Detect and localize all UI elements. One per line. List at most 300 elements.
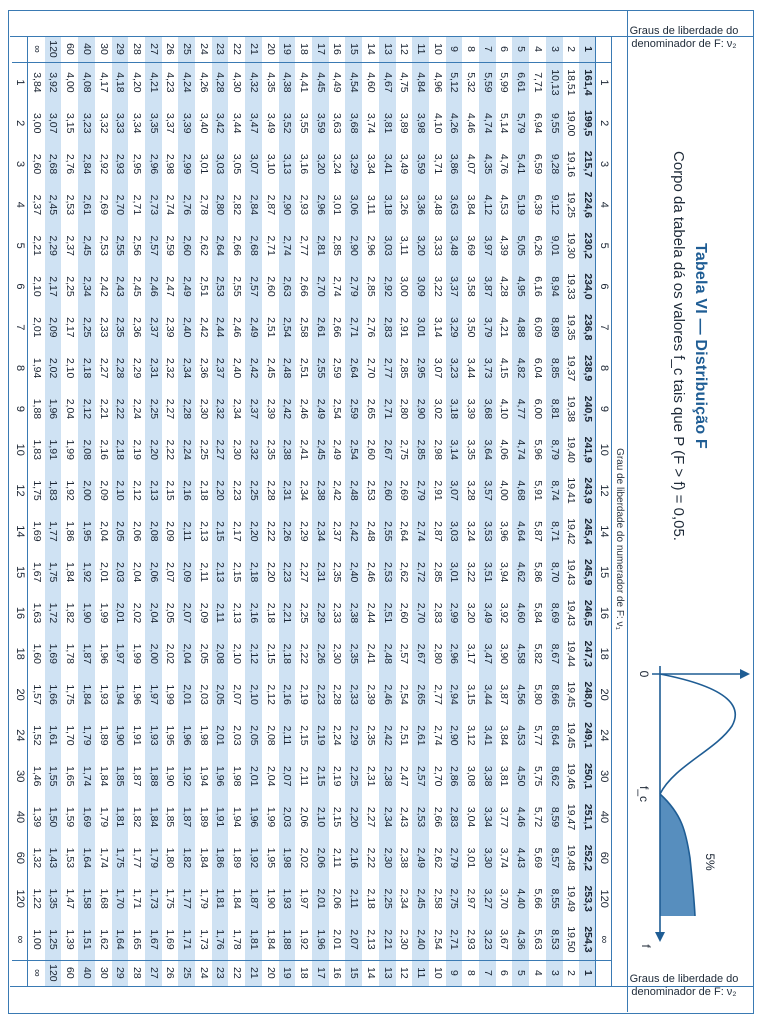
table-cell: 2,20 xyxy=(212,470,229,511)
table-cell: 1,96 xyxy=(178,715,195,756)
table-row xyxy=(446,36,463,986)
table-cell: 1,82 xyxy=(130,806,143,828)
table-cell: 1,39 xyxy=(30,806,43,828)
table-cell: 2,45 xyxy=(412,878,429,919)
table-row xyxy=(412,36,429,986)
column-footer: 14 xyxy=(14,525,26,538)
table-cell: 2,10 xyxy=(312,797,329,838)
column-footer: 1 xyxy=(14,79,26,86)
table-cell: 3,35 xyxy=(465,439,478,460)
table-row xyxy=(579,36,596,986)
table-cell: 2,15 xyxy=(264,643,277,664)
table-cell: 3,49 xyxy=(479,593,496,634)
table-cell: 2,07 xyxy=(231,684,244,705)
table-cell: 2,28 xyxy=(264,480,277,501)
table-cell: 4,77 xyxy=(512,389,529,430)
table-cell: 8,64 xyxy=(546,715,563,756)
table-cell: 1,75 xyxy=(45,552,62,593)
table-cell: 3,47 xyxy=(245,103,262,144)
table-cell: 1,96 xyxy=(245,797,262,838)
table-cell: 2,61 xyxy=(312,307,329,348)
table-cell: 3,37 xyxy=(446,266,463,307)
table-cell: 3,33 xyxy=(112,103,129,144)
table-cell: 2,29 xyxy=(130,357,143,379)
row-df-label-right: 6 xyxy=(498,969,511,976)
table-cell: 2,34 xyxy=(178,348,195,389)
table-cell: 2,03 xyxy=(197,684,210,705)
table-cell: 2,03 xyxy=(231,725,244,746)
table-cell: 2,29 xyxy=(298,521,310,542)
table-cell: 2,25 xyxy=(64,276,77,297)
table-cell: 19,16 xyxy=(565,150,578,178)
table-cell: 230,2 xyxy=(579,225,596,266)
row-df-label: 21 xyxy=(245,36,262,62)
table-cell: 2,10 xyxy=(64,357,77,379)
table-cell: 2,45 xyxy=(78,225,95,266)
table-cell: 2,33 xyxy=(345,674,362,715)
table-cell: 2,39 xyxy=(364,684,377,705)
table-cell: 2,16 xyxy=(178,470,195,511)
table-cell: 2,06 xyxy=(312,837,329,878)
table-cell: 2,49 xyxy=(331,439,344,460)
table-cell: 1,92 xyxy=(64,480,77,501)
table-cell: 4,60 xyxy=(364,72,377,93)
table-cell: 2,46 xyxy=(298,398,310,420)
table-cell: 2,17 xyxy=(231,521,244,542)
table-cell: 2,09 xyxy=(164,521,177,542)
table-cell: 1,94 xyxy=(112,674,129,715)
row-df-label: 20 xyxy=(264,43,277,55)
table-cell: 3,15 xyxy=(64,113,77,134)
table-cell: 5,82 xyxy=(531,643,544,664)
table-cell: 2,28 xyxy=(178,389,195,430)
table-cell: 1,73 xyxy=(197,929,210,950)
table-cell: 8,85 xyxy=(546,348,563,389)
table-row xyxy=(162,36,179,986)
table-cell: 2,45 xyxy=(312,429,329,470)
table-cell: 4,58 xyxy=(512,633,529,674)
table-cell: 2,38 xyxy=(345,593,362,634)
table-cell: 2,09 xyxy=(97,480,110,501)
column-footer: 9 xyxy=(14,405,26,412)
table-cell: 1,75 xyxy=(30,480,43,501)
table-cell: 1,75 xyxy=(112,837,129,878)
table-cell: 3,00 xyxy=(30,113,43,134)
table-cell: 2,42 xyxy=(245,348,262,389)
table-cell: 5,96 xyxy=(531,439,544,460)
table-row xyxy=(396,36,413,986)
table-cell: 2,25 xyxy=(78,307,95,348)
table-cell: 19,48 xyxy=(565,844,578,871)
table-cell: 3,64 xyxy=(479,429,496,470)
table-cell: 2,91 xyxy=(431,480,444,501)
table-cell: 1,71 xyxy=(130,888,143,909)
table-cell: 6,39 xyxy=(531,194,544,216)
table-cell: 4,38 xyxy=(279,62,296,103)
table-cell: 2,07 xyxy=(279,756,296,797)
table-cell: 2,01 xyxy=(312,878,329,919)
table-cell: 1,77 xyxy=(130,847,143,869)
table-cell: 1,79 xyxy=(78,715,95,756)
table-cell: 1,57 xyxy=(30,684,43,705)
table-cell: 2,24 xyxy=(331,725,344,746)
table-cell: 4,88 xyxy=(512,307,529,348)
column-footer: 8 xyxy=(14,365,26,372)
table-cell: 2,16 xyxy=(279,674,296,715)
table-cell: 1,84 xyxy=(231,888,244,909)
table-cell: 3,59 xyxy=(412,144,429,185)
table-cell: 8,53 xyxy=(546,919,563,960)
table-cell: 1,94 xyxy=(197,766,210,787)
fc-label: f_c xyxy=(637,785,651,803)
table-cell: 2,08 xyxy=(145,511,162,552)
table-row xyxy=(295,36,312,986)
table-row xyxy=(78,36,95,986)
table-cell: 2,05 xyxy=(245,715,262,756)
table-cell: 1,70 xyxy=(112,878,129,919)
table-cell: 2,67 xyxy=(412,633,429,674)
table-cell: 2,06 xyxy=(145,552,162,593)
table-cell: 236,8 xyxy=(579,307,596,348)
table-cell: 1,62 xyxy=(97,929,110,950)
row-df-label-right: 11 xyxy=(412,960,429,986)
table-cell: 2,54 xyxy=(331,398,344,420)
table-cell: 2,27 xyxy=(212,429,229,470)
row-df-label-right: 120 xyxy=(45,960,62,986)
table-cell: 2,85 xyxy=(331,235,344,256)
table-cell: 2,61 xyxy=(412,715,429,756)
table-cell: 2,31 xyxy=(312,552,329,593)
table-cell: 1,99 xyxy=(130,643,143,664)
table-cell: 5,32 xyxy=(465,72,478,93)
table-cell: 2,11 xyxy=(178,511,195,552)
table-cell: 2,49 xyxy=(178,266,195,307)
table-cell: 3,03 xyxy=(379,225,396,266)
table-cell: 2,40 xyxy=(231,357,244,379)
table-cell: 2,08 xyxy=(78,429,95,470)
table-cell: 1,92 xyxy=(178,756,195,797)
table-cell: 1,90 xyxy=(264,888,277,909)
table-cell: 2,30 xyxy=(231,439,244,460)
table-cell: 1,97 xyxy=(145,674,162,715)
table-cell: 2,28 xyxy=(331,684,344,705)
table-cell: 2,42 xyxy=(97,276,110,297)
table-row xyxy=(212,36,229,986)
table-row xyxy=(128,36,145,986)
table-cell: 2,02 xyxy=(130,602,143,624)
table-cell: 2,46 xyxy=(364,561,377,583)
table-cell: 2,80 xyxy=(212,184,229,225)
table-cell: 19,41 xyxy=(565,477,578,504)
table-cell: 3,01 xyxy=(412,307,429,348)
table-cell: 3,53 xyxy=(479,511,496,552)
table-cell: 4,35 xyxy=(264,72,277,93)
table-cell: 3,01 xyxy=(465,847,478,869)
table-cell: 1,85 xyxy=(112,756,129,797)
row-df-label: 1 xyxy=(579,36,596,62)
header-row xyxy=(596,62,612,960)
table-cell: 3,68 xyxy=(479,389,496,430)
table-cell: 2,19 xyxy=(312,715,329,756)
table-cell: 1,91 xyxy=(45,429,62,470)
table-cell: 2,42 xyxy=(345,511,362,552)
column-footer: 16 xyxy=(14,606,26,620)
table-cell: 2,11 xyxy=(212,593,229,634)
table-cell: 2,85 xyxy=(431,561,444,583)
table-cell: 1,95 xyxy=(164,725,177,746)
table-cell: 2,66 xyxy=(431,806,444,828)
grid-line xyxy=(12,960,612,961)
table-cell: 2,33 xyxy=(331,602,344,624)
table-row xyxy=(345,36,362,986)
table-cell: 2,03 xyxy=(112,552,129,593)
table-cell: 2,26 xyxy=(312,633,329,674)
table-cell: 2,23 xyxy=(231,480,244,501)
table-cell: 1,88 xyxy=(30,398,43,420)
table-cell: 2,27 xyxy=(164,398,177,420)
table-cell: 1,51 xyxy=(78,919,95,960)
table-cell: 2,60 xyxy=(379,470,396,511)
table-cell: 3,33 xyxy=(431,235,444,256)
table-cell: 3,34 xyxy=(479,797,496,838)
table-cell: 2,04 xyxy=(264,766,277,787)
table-cell: 2,59 xyxy=(164,235,177,256)
table-cell: 2,60 xyxy=(264,276,277,297)
table-cell: 2,51 xyxy=(264,317,277,338)
table-cell: 2,08 xyxy=(212,633,229,674)
column-footer: 60 xyxy=(14,851,26,864)
table-cell: 3,17 xyxy=(465,643,478,664)
f-distribution-chart xyxy=(628,626,752,958)
table-cell: 2,51 xyxy=(379,593,396,634)
table-cell: 1,94 xyxy=(30,357,43,379)
table-cell: 1,85 xyxy=(164,806,177,828)
table-cell: 2,59 xyxy=(331,357,344,379)
table-cell: 1,88 xyxy=(145,756,162,797)
row-df-label-right: 23 xyxy=(212,960,229,986)
table-cell: 19,45 xyxy=(565,722,578,749)
table-cell: 2,27 xyxy=(298,561,310,583)
table-cell: 2,11 xyxy=(279,715,296,756)
table-cell: 1,79 xyxy=(197,888,210,909)
table-cell: 2,79 xyxy=(446,837,463,878)
table-cell: 2,37 xyxy=(30,194,43,216)
table-cell: 8,57 xyxy=(546,837,563,878)
table-cell: 3,68 xyxy=(345,103,362,144)
table-cell: 1,96 xyxy=(97,643,110,664)
table-cell: 4,43 xyxy=(512,837,529,878)
table-cell: 2,15 xyxy=(312,756,329,797)
table-cell: 2,39 xyxy=(264,398,277,420)
table-cell: 2,71 xyxy=(379,389,396,430)
table-cell: 2,96 xyxy=(145,144,162,185)
table-cell: 18,51 xyxy=(565,69,578,96)
table-cell: 2,20 xyxy=(264,561,277,583)
table-cell: 3,29 xyxy=(345,144,362,185)
table-cell: 2,32 xyxy=(212,389,229,430)
table-cell: 3,74 xyxy=(364,113,377,134)
table-cell: 3,12 xyxy=(465,725,478,746)
column-header: 14 xyxy=(598,525,610,538)
row-df-label: 5 xyxy=(512,36,529,62)
table-cell: 8,69 xyxy=(546,593,563,634)
table-cell: 2,53 xyxy=(64,194,77,216)
table-cell: 2,36 xyxy=(130,317,143,338)
table-cell: 2,34 xyxy=(231,398,244,420)
table-cell: 2,18 xyxy=(279,633,296,674)
table-cell: 19,46 xyxy=(565,763,578,790)
row-df-label-right: 29 xyxy=(112,960,129,986)
table-cell: 3,48 xyxy=(446,225,463,266)
table-cell: 2,79 xyxy=(345,266,362,307)
table-cell: 2,01 xyxy=(212,715,229,756)
table-cell: 251,1 xyxy=(579,797,596,838)
table-cell: 2,67 xyxy=(379,429,396,470)
table-cell: 2,12 xyxy=(264,684,277,705)
table-cell: 2,00 xyxy=(78,470,95,511)
table-cell: 1,98 xyxy=(279,837,296,878)
table-cell: 10,13 xyxy=(546,62,563,103)
table-cell: 2,53 xyxy=(412,797,429,838)
table-cell: 1,92 xyxy=(78,552,95,593)
table-cell: 2,48 xyxy=(279,348,296,389)
table-cell: 2,75 xyxy=(398,439,411,460)
table-cell: 3,23 xyxy=(479,919,496,960)
row-df-label-right: 3 xyxy=(546,960,563,986)
table-cell: 2,77 xyxy=(379,348,396,389)
column-footer: 3 xyxy=(14,160,26,168)
table-cell: 8,70 xyxy=(546,552,563,593)
column-footer: 2 xyxy=(14,120,26,127)
table-cell: 5,86 xyxy=(531,561,544,583)
column-header: 12 xyxy=(598,484,610,497)
table-cell: 2,71 xyxy=(446,919,463,960)
table-cell: 2,44 xyxy=(364,602,377,624)
table-cell: 243,9 xyxy=(579,470,596,511)
table-cell: 2,45 xyxy=(264,357,277,379)
table-cell: 2,33 xyxy=(97,317,110,338)
table-cell: 4,54 xyxy=(345,62,362,103)
table-cell: 3,69 xyxy=(465,235,478,256)
table-cell: 2,03 xyxy=(279,797,296,838)
table-cell: 3,03 xyxy=(446,511,463,552)
column-header: 18 xyxy=(598,647,610,660)
table-cell: 3,67 xyxy=(498,929,511,950)
table-cell: 1,87 xyxy=(178,797,195,838)
table-cell: 2,11 xyxy=(331,848,344,868)
table-cell: 6,26 xyxy=(531,235,544,256)
table-cell: 5,14 xyxy=(498,113,511,134)
table-cell: 2,05 xyxy=(112,511,129,552)
density-curve xyxy=(660,674,735,794)
table-cell: 4,46 xyxy=(512,797,529,838)
table-subtitle: Corpo da tabela dá os valores f_c tais que P (F > f) = 0,05. xyxy=(670,151,688,541)
table-cell: 2,25 xyxy=(197,439,210,460)
table-cell: 9,55 xyxy=(546,103,563,144)
table-cell: 2,41 xyxy=(364,643,377,664)
table-cell: 19,44 xyxy=(565,640,578,667)
table-cell: 1,83 xyxy=(45,470,62,511)
table-cell: 2,39 xyxy=(164,317,177,338)
table-cell: 2,80 xyxy=(431,643,444,664)
table-cell: 2,40 xyxy=(178,307,195,348)
row-df-label: 22 xyxy=(231,43,244,55)
table-cell: 1,65 xyxy=(130,929,143,950)
row-df-label-right: 4 xyxy=(531,969,544,976)
table-cell: 4,68 xyxy=(512,470,529,511)
table-cell: 2,25 xyxy=(379,878,396,919)
table-cell: 2,34 xyxy=(78,266,95,307)
table-cell: 2,46 xyxy=(145,266,162,307)
table-cell: 2,99 xyxy=(178,144,195,185)
table-cell: 4,67 xyxy=(379,62,396,103)
row-df-label-right: 24 xyxy=(197,967,210,979)
table-cell: 2,01 xyxy=(331,929,344,950)
table-cell: 1,74 xyxy=(78,756,95,797)
table-cell: 2,66 xyxy=(298,276,310,297)
table-cell: 2,18 xyxy=(245,552,262,593)
table-cell: 3,20 xyxy=(465,602,478,624)
table-cell: 4,21 xyxy=(498,317,511,338)
row-df-label-right: 16 xyxy=(331,967,344,979)
table-cell: 2,70 xyxy=(112,184,129,225)
table-cell: 4,76 xyxy=(498,153,511,175)
row-df-label: 7 xyxy=(479,36,496,62)
table-cell: 4,74 xyxy=(512,429,529,470)
table-cell: 1,32 xyxy=(30,847,43,869)
table-cell: 2,07 xyxy=(345,919,362,960)
table-cell: 8,55 xyxy=(546,878,563,919)
table-row xyxy=(429,36,446,986)
table-row xyxy=(329,36,346,986)
table-cell: 2,90 xyxy=(446,715,463,756)
table-cell: 3,08 xyxy=(465,766,478,787)
column-header: 120 xyxy=(598,889,610,908)
table-cell: 2,18 xyxy=(364,888,377,909)
table-cell: 2,68 xyxy=(245,225,262,266)
table-cell: 1,91 xyxy=(130,725,143,746)
table-cell: 1,86 xyxy=(64,521,77,542)
table-row xyxy=(362,36,379,986)
row-df-label-right: 17 xyxy=(312,960,329,986)
table-cell: 2,16 xyxy=(345,837,362,878)
table-cell: 1,46 xyxy=(30,766,43,787)
table-cell: 4,56 xyxy=(512,674,529,715)
table-cell: 2,53 xyxy=(212,266,229,307)
row-df-label: ∞ xyxy=(30,45,43,53)
table-cell: 2,76 xyxy=(364,317,377,338)
column-footer: 5 xyxy=(14,242,26,249)
row-df-label: 23 xyxy=(212,36,229,62)
row-df-label-right: 25 xyxy=(178,960,195,986)
table-cell: 2,22 xyxy=(364,847,377,869)
table-cell: 2,13 xyxy=(145,470,162,511)
table-cell: 2,51 xyxy=(197,276,210,297)
table-cell: 4,84 xyxy=(412,62,429,103)
table-cell: 1,92 xyxy=(298,929,310,950)
row-df-label-right: 5 xyxy=(512,960,529,986)
table-cell: 1,91 xyxy=(212,797,229,838)
table-row xyxy=(563,36,580,986)
table-cell: 2,57 xyxy=(398,643,411,664)
grid-line xyxy=(10,986,754,987)
table-cell: 3,63 xyxy=(331,113,344,134)
table-cell: 3,55 xyxy=(298,113,310,134)
table-cell: 2,37 xyxy=(331,521,344,542)
table-cell: 4,53 xyxy=(498,194,511,216)
table-cell: 1,80 xyxy=(164,847,177,869)
table-cell: 4,10 xyxy=(431,113,444,134)
